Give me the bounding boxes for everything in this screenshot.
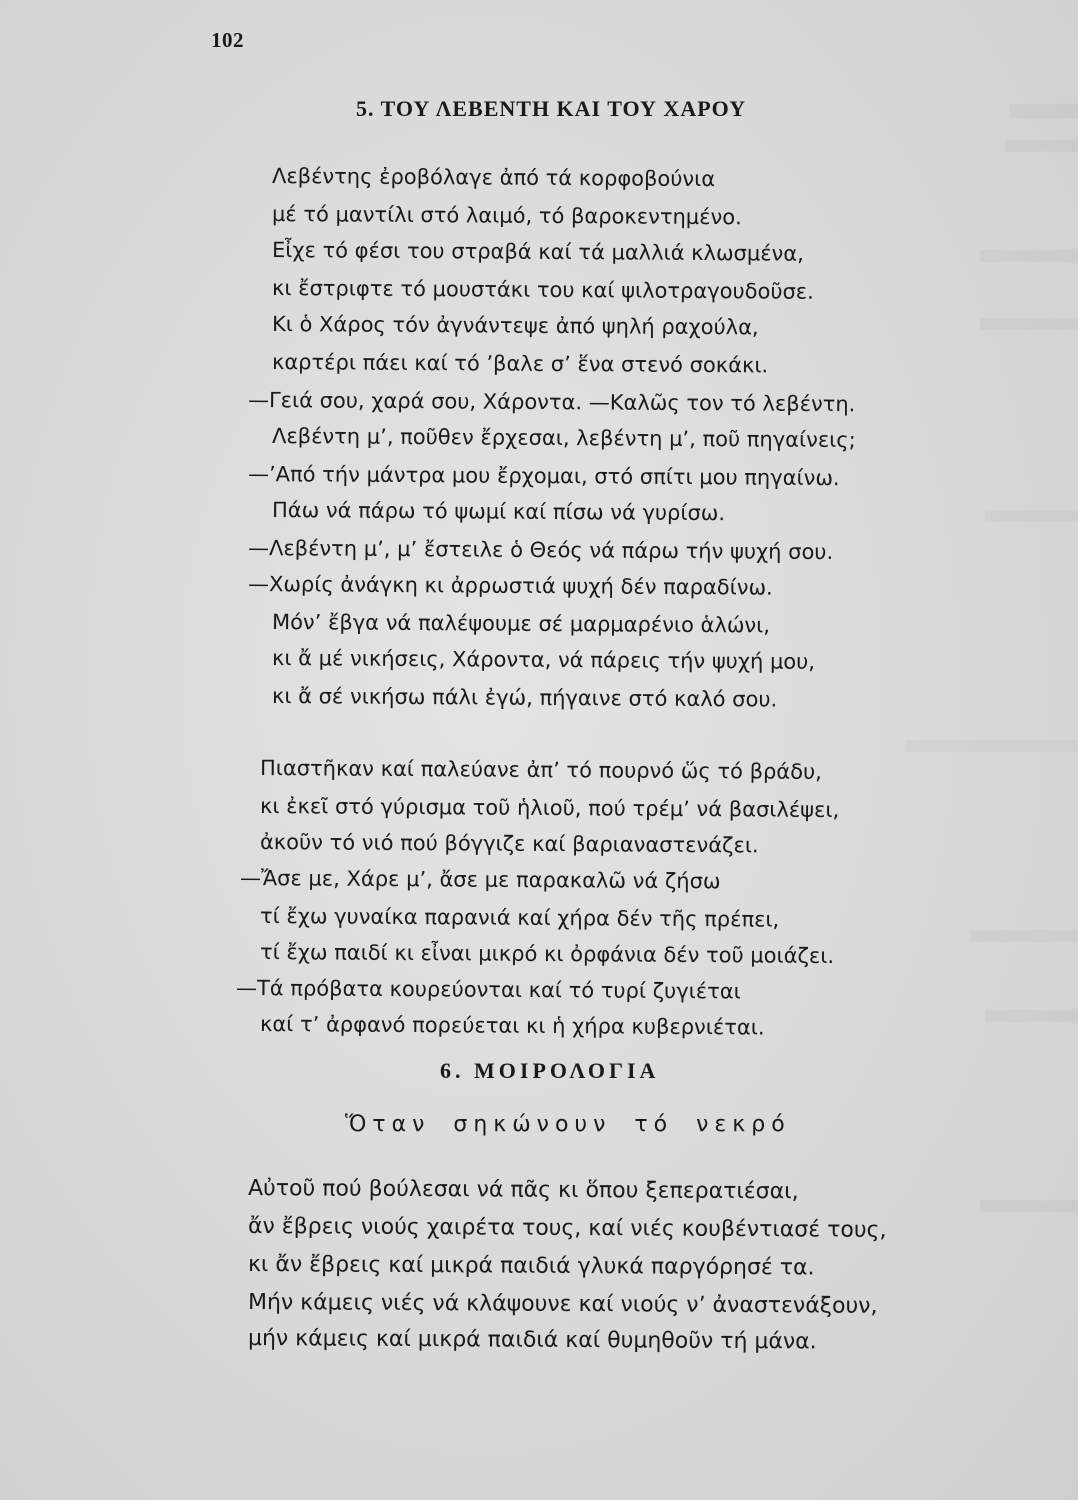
poem-line: Κι ὁ Χάρος τόν ἀγνάντεψε ἀπό ψηλή ραχούλα,	[271, 312, 759, 340]
poem-line: κι ἄ σέ νικήσω πάλι ἐγώ, πήγαινε στό καλό σου.	[271, 684, 778, 712]
page-number: 102	[211, 28, 244, 52]
poem-line: Αὐτοῦ πού βούλεσαι νά πᾶς κι ὅπου ξεπερατιέσαι,	[247, 1176, 799, 1205]
poem-line: Πιαστῆκαν καί παλεύανε ἀπ’ τό πουρνό ὥς τό βράδυ,	[259, 756, 822, 784]
poem-line: κι ἄν ἔβρεις καί μικρά παιδιά γλυκά παργόρησέ τα.	[247, 1252, 815, 1281]
section-heading-6: 6. ΜΟΙΡΟΛΟΓΙΑ	[440, 1058, 660, 1083]
poem-line: κι ἔστριφτε τό μουστάκι του καί ψιλοτραγουδοῦσε.	[271, 276, 814, 304]
poem-line: Πάω νά πάρω τό ψωμί καί πίσω νά γυρίσω.	[271, 498, 726, 526]
poem-line: μέ τό μαντίλι στό λαιμό, τό βαροκεντημένο.	[271, 202, 742, 230]
poem-line: ἄν ἔβρεις νιούς χαιρέτα τους, καί νιές κουβέντιασέ τους,	[247, 1214, 887, 1243]
poem-line: Εἶχε τό φέσι του στραβά καί τά μαλλιά κλωσμένα,	[271, 238, 804, 266]
poem-line: τί ἔχω παιδί κι εἶναι μικρό κι ὀρφάνια δέν τοῦ μοιάζει.	[259, 940, 835, 969]
poem-line: καρτέρι πάει καί τό ’βαλε σ’ ἕνα στενό σοκάκι.	[271, 350, 769, 378]
poem-line: —Λεβέντη μ’, μ’ ἔστειλε ὁ Θεός νά πάρω τήν ψυχή σου.	[247, 536, 834, 565]
poem-line: καί τ’ ἀρφανό πορεύεται κι ἡ χήρα κυβερνιέται.	[259, 1012, 765, 1040]
poem-line: μήν κάμεις καί μικρά παιδιά καί θυμηθοῦν τή μάνα.	[247, 1326, 817, 1355]
poem-line: Λεβέντης ἐροβόλαγε ἀπό τά κορφοβούνια	[271, 164, 716, 192]
poem-line: κι ἄ μέ νικήσεις, Χάροντα, νά πάρεις τήν ψυχή μου,	[271, 646, 816, 674]
poem-line: Μήν κάμεις νιές νά κλάψουνε καί νιούς ν’ ἀναστενάξουν,	[247, 1290, 878, 1319]
poem-line: —Τά πρόβατα κουρεύονται καί τό τυρί ζυγιέται	[235, 976, 741, 1004]
poem-line: Μόν’ ἔβγα νά παλέψουμε σέ μαρμαρένιο ἁλώνι,	[271, 610, 771, 638]
poem-line: —Ἄσε με, Χάρε μ’, ἄσε με παρακαλῶ νά ζήσω	[239, 866, 721, 894]
section-heading-5: 5. ΤΟΥ ΛΕΒΕΝΤΗ ΚΑΙ ΤΟΥ ΧΑΡΟΥ	[356, 96, 747, 121]
poem-line: τί ἔχω γυναίκα παρανιά καί χήρα δέν τῆς πρέπει,	[259, 904, 780, 932]
poem-line: —Γειά σου, χαρά σου, Χάροντα. —Καλῶς τον τό λεβέντη.	[247, 388, 856, 417]
poem-line: Λεβέντη μ’, ποῦθεν ἔρχεσαι, λεβέντη μ’, ποῦ πηγαίνεις;	[271, 424, 856, 453]
poem-line: ἀκοῦν τό νιό πού βόγγιζε καί βαριαναστενάζει.	[259, 830, 759, 858]
poem-line: κι ἐκεῖ στό γύρισμα τοῦ ἡλιοῦ, πού τρέμ’ νά βασιλέψει,	[259, 794, 840, 823]
section-subtitle: Ὅταν σηκώνουν τό νεκρό	[345, 1112, 791, 1137]
poem-line: —Χωρίς ἀνάγκη κι ἀρρωστιά ψυχή δέν παραδίνω.	[247, 572, 773, 600]
poem-line: —’Από τήν μάντρα μου ἔρχομαι, στό σπίτι μου πηγαίνω.	[247, 462, 840, 491]
